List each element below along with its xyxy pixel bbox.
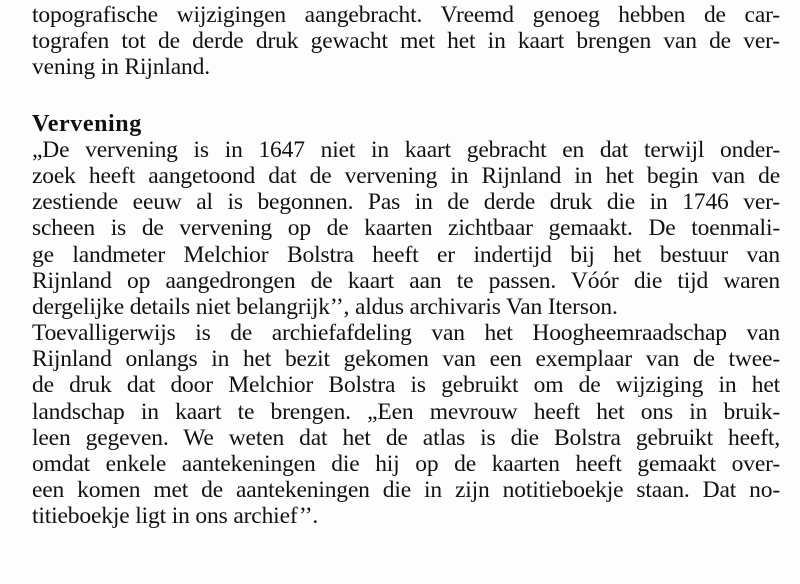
body-paragraph-archive: [32, 320, 780, 530]
text-line: vening in Rijnland.: [32, 54, 210, 81]
text-line: een komen met de aantekeningen die in zijn notitieboekje staan. Dat no-: [32, 477, 780, 504]
text-line: Rijnland op aangedrongen de kaart aan te passen. Vóór die tijd waren: [32, 267, 780, 294]
text-line: landschap in kaart te brengen. „Een mevrouw heeft het ons in bruik-: [32, 398, 780, 425]
text-line: „De vervening is in 1647 niet in kaart gebracht en dat terwijl onder-: [32, 136, 780, 163]
text-line: Toevalligerwijs is de archiefafdeling van het Hoogheemraadschap van: [32, 320, 780, 347]
section-heading: Vervening: [32, 110, 142, 137]
text-line: Rijnland onlangs in het bezit gekomen van een exemplaar van de twee-: [32, 346, 780, 373]
text-line: tografen tot de derde druk gewacht met het in kaart brengen van de ver-: [32, 28, 780, 55]
text-line: titieboekje ligt in ons archief’’.: [32, 503, 319, 530]
text-line: topografische wijzigingen aangebracht. Vreemd genoeg hebben de car-: [32, 2, 780, 28]
text-line: ge landmeter Melchior Bolstra heeft er indertijd bij het bestuur van: [32, 241, 780, 268]
text-line: scheen is de vervening op de kaarten zichtbaar gemaakt. De toenmali-: [32, 215, 780, 242]
body-paragraph-quote: [32, 137, 780, 320]
text-column: [32, 2, 780, 530]
intro-paragraph: [32, 2, 780, 81]
text-line: zoek heeft aangetoond dat de vervening in Rijnland in het begin van de: [32, 162, 780, 189]
text-line: zestiende eeuw al is begonnen. Pas in de derde druk die in 1746 ver-: [32, 189, 780, 216]
text-line: leen gegeven. We weten dat het de atlas is die Bolstra gebruikt heeft,: [32, 424, 780, 451]
text-line: dergelijke details niet belangrijk’’, aldus archivaris Van Iterson.: [32, 293, 618, 320]
text-line: de druk dat door Melchior Bolstra is gebruikt om de wijziging in het: [32, 372, 780, 399]
text-line: omdat enkele aantekeningen die hij op de kaarten heeft gemaakt over-: [32, 451, 780, 477]
paragraph-spacer: [32, 81, 780, 111]
